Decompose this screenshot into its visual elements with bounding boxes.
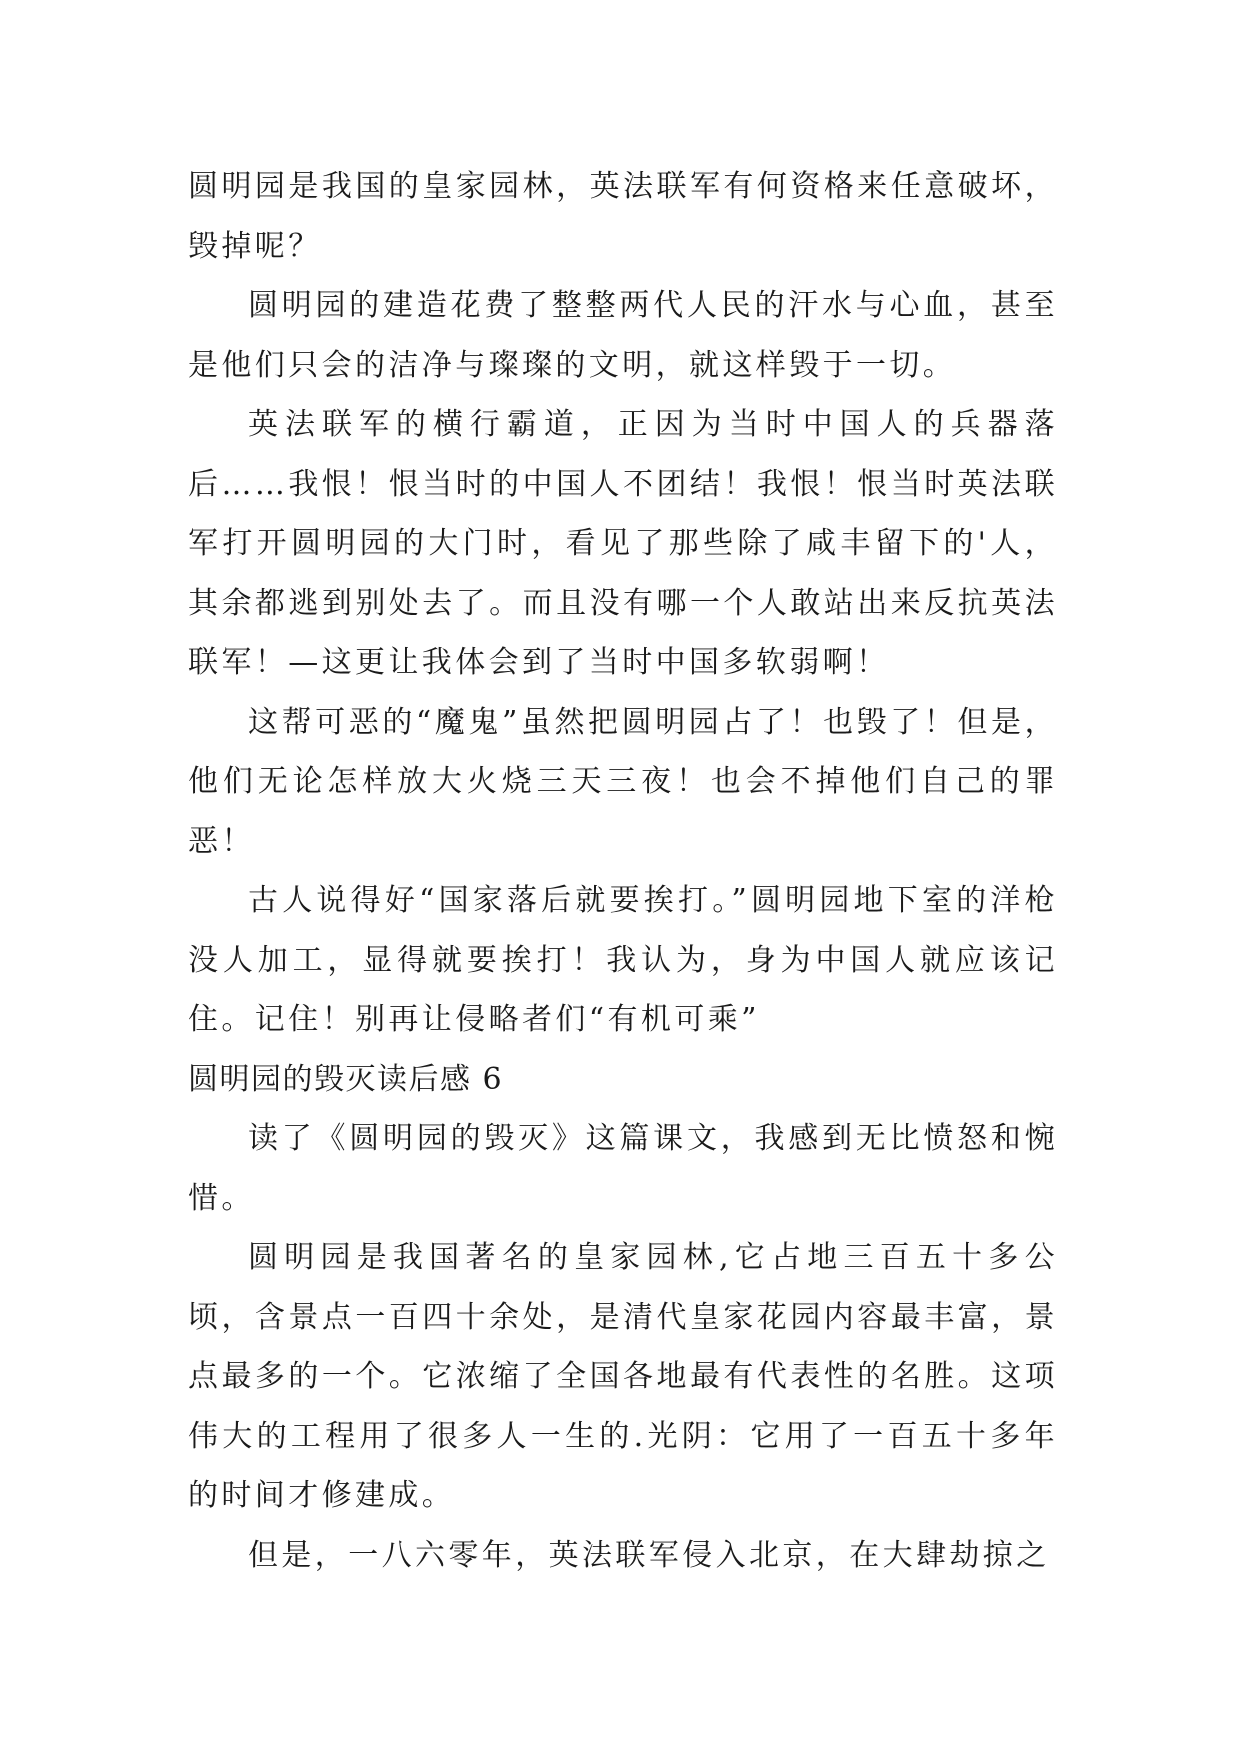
paragraph-2: 圆明园的建造花费了整整两代人民的汗水与心血，甚至是他们只会的洁净与璨璨的文明，就这样毁于一切。 (188, 288, 1058, 383)
paragraph-7: 圆明园是我国著名的皇家园林,它占地三百五十多公顷，含景点一百四十余处，是清代皇家花园内容最丰富，景点最多的一个。它浓缩了全国各地最有代表性的名胜。这项伟大的工程用了很多人一生的.光阴：它用了一百五十多年的时间才修建成。 (188, 1240, 1058, 1513)
document-body (188, 157, 1058, 1585)
paragraph-6: 读了《圆明园的毁灭》这篇课文，我感到无比愤怒和惋惜。 (188, 1121, 1058, 1216)
paragraph-5: 古人说得好“国家落后就要挨打。”圆明园地下室的洋枪没人加工，显得就要挨打！我认为，身为中国人就应该记住。记住！别再让侵略者们“有机可乘” (188, 883, 1058, 1037)
paragraph-3: 英法联军的横行霸道，正因为当时中国人的兵器落后……我恨！恨当时的中国人不团结！我恨！恨当时英法联军打开圆明园的大门时，看见了那些除了咸丰留下的'人，其余都逃到别处去了。而且没有哪一个人敢站出来反抗英法联军！—这更让我体会到了当时中国多软弱啊！ (188, 407, 1058, 680)
paragraph-1: 圆明园是我国的皇家园林，英法联军有何资格来任意破坏，毁掉呢？ (188, 169, 1058, 264)
section-heading: 圆明园的毁灭读后感 6 (188, 1061, 504, 1097)
paragraph-8: 但是，一八六零年，英法联军侵入北京，在大肆劫掠之 (248, 1537, 1050, 1573)
paragraph-4: 这帮可恶的“魔鬼”虽然把圆明园占了！也毁了！但是，他们无论怎样放大火烧三天三夜！也会不掉他们自己的罪恶！ (188, 704, 1058, 859)
